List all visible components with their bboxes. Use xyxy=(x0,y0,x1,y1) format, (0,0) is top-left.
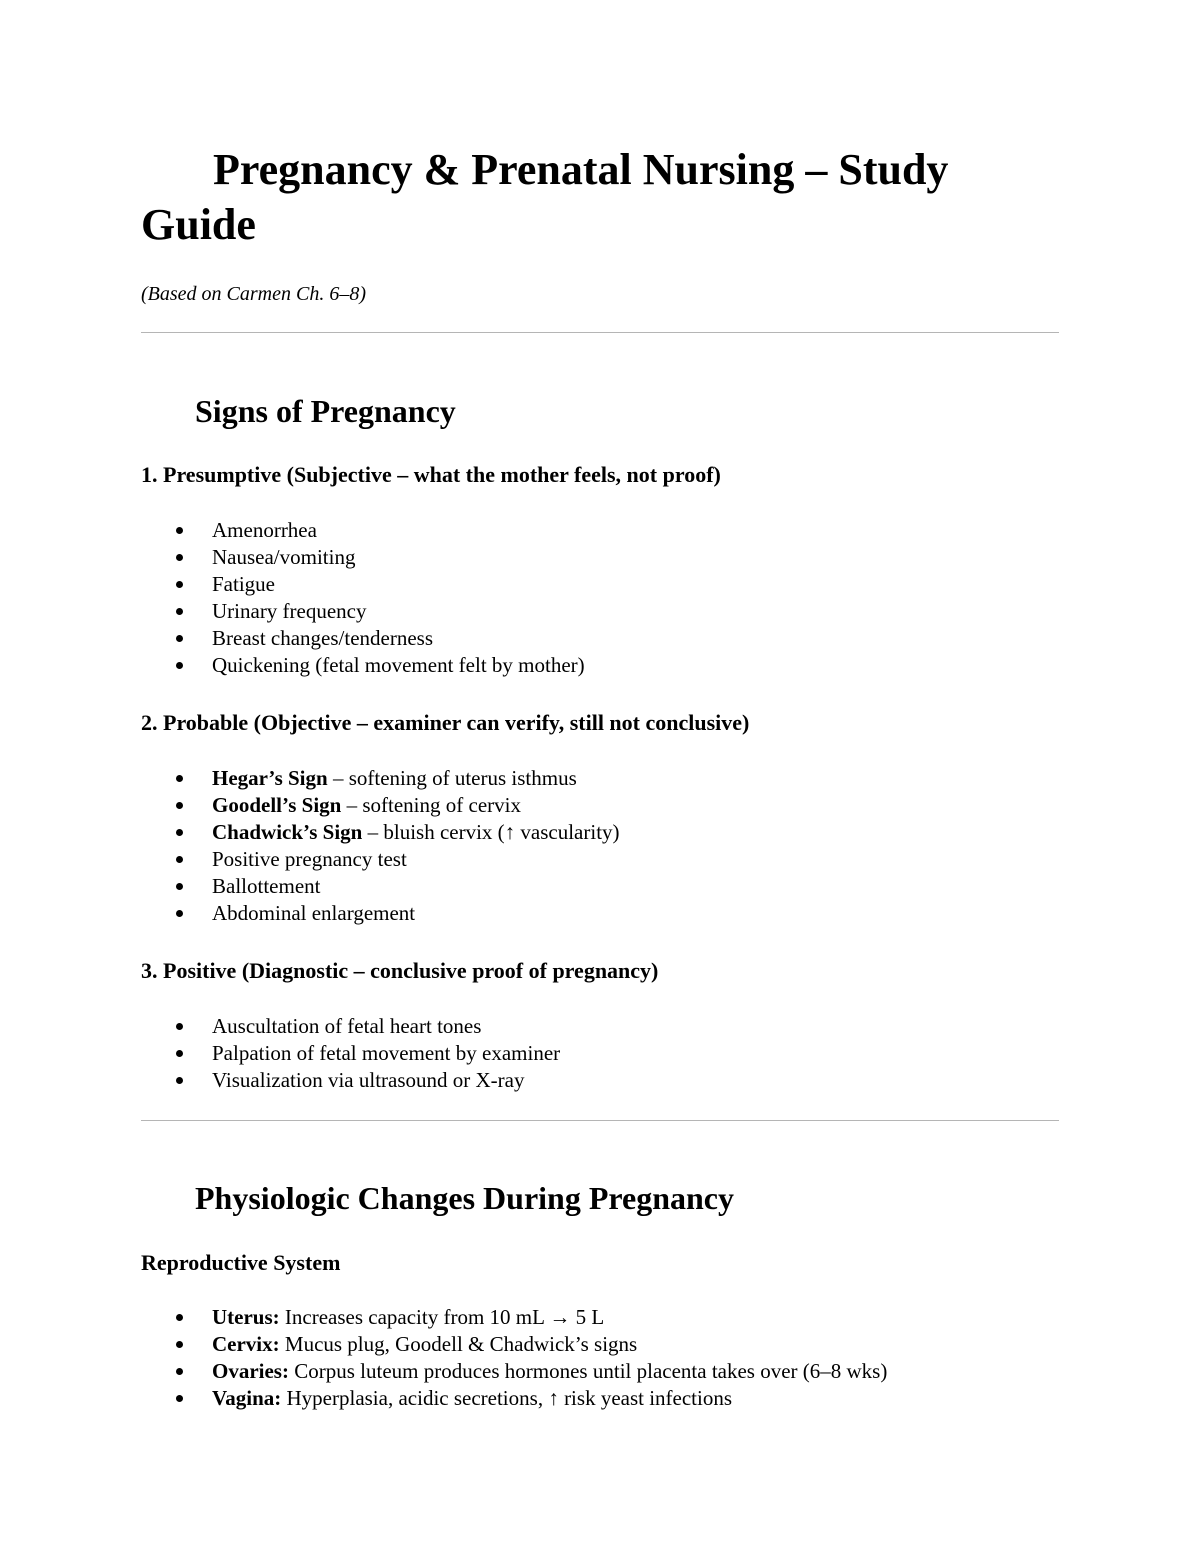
subheading-presumptive: 1. Presumptive (Subjective – what the mother feels, not proof) xyxy=(141,462,721,487)
bullet-icon xyxy=(176,775,183,782)
bullet-icon xyxy=(176,883,183,890)
list-item: Hegar’s Sign – softening of uterus isthmus xyxy=(141,765,620,792)
list-item: Breast changes/tenderness xyxy=(141,625,585,652)
list-item: Uterus: Increases capacity from 10 mL → 5 L xyxy=(141,1304,887,1331)
term-label: Goodell’s Sign xyxy=(212,793,342,817)
section-heading-physiologic: Physiologic Changes During Pregnancy xyxy=(195,1180,734,1216)
term-label: Chadwick’s Sign xyxy=(212,820,363,844)
term-label: Vagina: xyxy=(212,1386,282,1410)
bullet-icon xyxy=(176,910,183,917)
list-item: Palpation of fetal movement by examiner xyxy=(141,1040,560,1067)
subheading-positive: 3. Positive (Diagnostic – conclusive proof of pregnancy) xyxy=(141,958,659,983)
horizontal-divider xyxy=(141,332,1059,333)
bullet-icon xyxy=(176,1395,183,1402)
presumptive-list xyxy=(141,517,585,679)
list-item: Nausea/vomiting xyxy=(141,544,585,571)
term-label: Hegar’s Sign xyxy=(212,766,328,790)
bullet-icon xyxy=(176,1341,183,1348)
term-label: Cervix: xyxy=(212,1332,280,1356)
term-label: Ovaries: xyxy=(212,1359,289,1383)
bullet-icon xyxy=(176,581,183,588)
list-item: Cervix: Mucus plug, Goodell & Chadwick’s signs xyxy=(141,1331,887,1358)
document-title: Pregnancy & Prenatal Nursing – Study Guide xyxy=(141,145,949,249)
bullet-icon xyxy=(176,1314,183,1321)
bullet-icon xyxy=(176,1368,183,1375)
list-item: Amenorrhea xyxy=(141,517,585,544)
list-item: Auscultation of fetal heart tones xyxy=(141,1013,560,1040)
list-item: Urinary frequency xyxy=(141,598,585,625)
list-item: Abdominal enlargement xyxy=(141,900,620,927)
bullet-icon xyxy=(176,662,183,669)
bullet-icon xyxy=(176,1023,183,1030)
bullet-icon xyxy=(176,856,183,863)
bullet-icon xyxy=(176,802,183,809)
bullet-icon xyxy=(176,608,183,615)
term-label: Uterus: xyxy=(212,1305,280,1329)
bullet-icon xyxy=(176,1077,183,1084)
list-item: Ovaries: Corpus luteum produces hormones until placenta takes over (6–8 wks) xyxy=(141,1358,887,1385)
list-item: Visualization via ultrasound or X-ray xyxy=(141,1067,560,1094)
positive-list xyxy=(141,1013,560,1094)
list-item: Fatigue xyxy=(141,571,585,598)
bullet-icon xyxy=(176,635,183,642)
bullet-icon xyxy=(176,1050,183,1057)
list-item: Quickening (fetal movement felt by mother) xyxy=(141,652,585,679)
list-item: Chadwick’s Sign – bluish cervix (↑ vascularity) xyxy=(141,819,620,846)
section-heading-signs: Signs of Pregnancy xyxy=(195,393,456,429)
horizontal-divider xyxy=(141,1120,1059,1121)
list-item: Positive pregnancy test xyxy=(141,846,620,873)
list-item: Vagina: Hyperplasia, acidic secretions, ↑ risk yeast infections xyxy=(141,1385,887,1412)
document-subtitle: (Based on Carmen Ch. 6–8) xyxy=(141,283,366,305)
subheading-reproductive: Reproductive System xyxy=(141,1250,341,1275)
bullet-icon xyxy=(176,554,183,561)
bullet-icon xyxy=(176,527,183,534)
list-item: Ballottement xyxy=(141,873,620,900)
subheading-probable: 2. Probable (Objective – examiner can verify, still not conclusive) xyxy=(141,710,750,735)
bullet-icon xyxy=(176,829,183,836)
list-item: Goodell’s Sign – softening of cervix xyxy=(141,792,620,819)
probable-list xyxy=(141,765,620,927)
reproductive-list xyxy=(141,1304,887,1412)
